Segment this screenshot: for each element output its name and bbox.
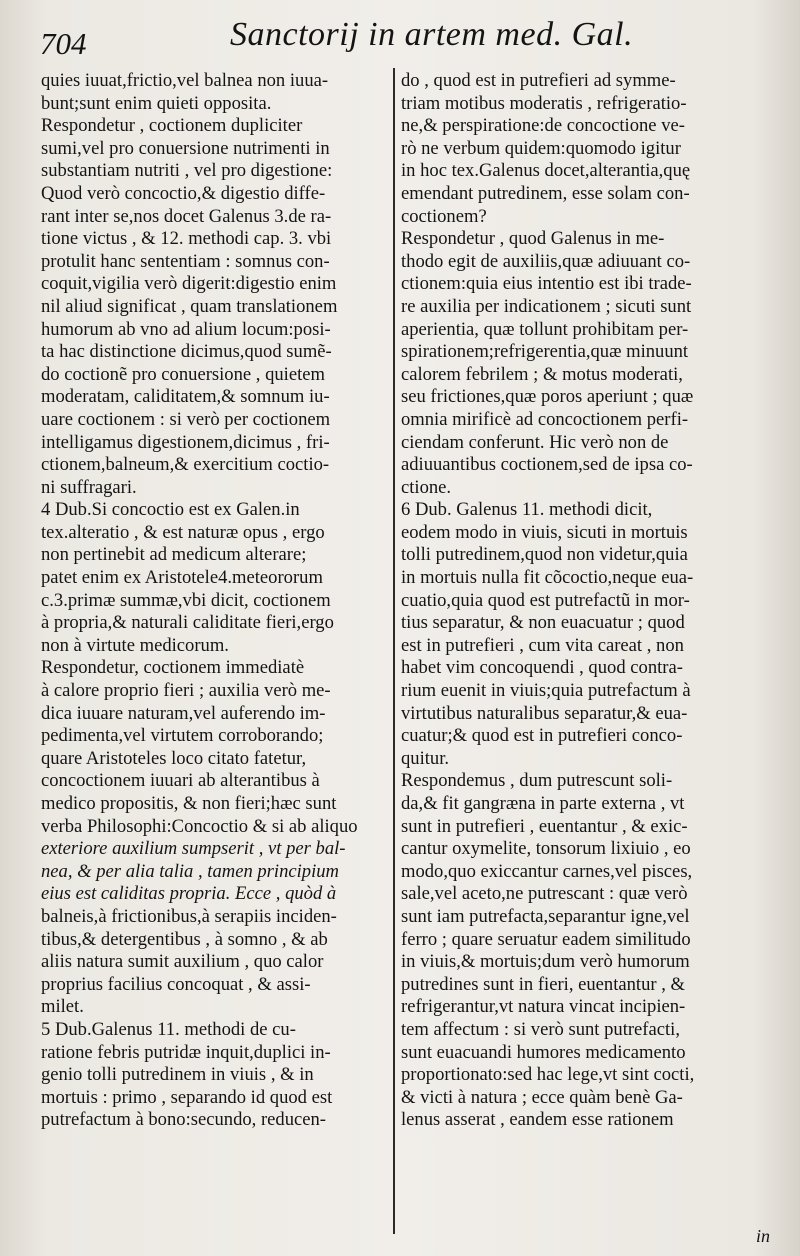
text-line: proprius facilius concoquat , & assi- [41, 973, 311, 995]
text-line: tibus,& detergentibus , à somno , & ab [41, 928, 328, 950]
text-line: humorum ab vno ad alium locum:posi- [41, 318, 331, 340]
text-line: tius separatur, & non euacuatur ; quod [401, 612, 685, 634]
text-line: eodem modo in viuis, sicuti in mortuis [401, 521, 688, 543]
text-line: tolli putredinem,quod non videtur,quia [401, 544, 688, 566]
text-line: pedimenta,vel virtutem corroborando; [41, 725, 324, 747]
text-line: spirationem;refrigerentia,quæ minuunt [401, 341, 689, 363]
text-line: putrefactum à bono:secundo, reducen- [41, 1109, 326, 1131]
text-line: milet. [41, 996, 84, 1018]
text-line: patet enim ex Aristotele4.meteororum [41, 567, 323, 589]
text-line: ctionem,balneum,& exercitium coctio- [41, 454, 330, 476]
text-line: Quod verò concoctio,& digestio diffe- [41, 182, 326, 204]
text-line: ratione febris putridæ inquit,duplici in- [41, 1041, 331, 1063]
text-line: ta hac distinctione dicimus,quod sumẽ- [41, 341, 332, 363]
left-column [41, 70, 379, 1132]
text-line: concoctionem iuuari ab alterantibus à [41, 770, 320, 792]
text-line: modo,quo exiccantur carnes,vel pisces, [401, 860, 693, 882]
text-line: sunt euacuandi humores medicamento [401, 1041, 686, 1063]
text-line: re auxilia per indicationem ; sicuti sunt [401, 295, 692, 317]
text-line: 4 Dub.Si concoctio est ex Galen.in [41, 499, 300, 521]
text-line: rò ne verbum quidem:quomodo igitur [401, 137, 681, 159]
text-line: tem affectum : si verò sunt putrefacti, [401, 1018, 680, 1040]
text-line: tex.alteratio , & est naturæ opus , ergo [41, 521, 325, 543]
text-line: ne,& perspiratione:de concoctione ve- [401, 115, 685, 137]
text-line: ctione. [401, 476, 452, 498]
text-line: adiuuantibus coctionem,sed de ipsa co- [401, 454, 693, 476]
text-line: à calore proprio fieri ; auxilia verò me- [41, 680, 331, 702]
text-line: sunt in putrefieri , euentantur , & exic- [401, 815, 688, 837]
text-line: genio tolli putredinem in viuis , & in [41, 1064, 314, 1086]
text-line: quies iuuat,frictio,vel balnea non iuua- [41, 70, 329, 91]
text-line: cuatur;& quod est in putrefieri conco- [401, 725, 683, 747]
text-line: aliis natura sumit auxilium , quo calor [41, 951, 324, 973]
text-line: dica iuuare naturam,vel auferendo im- [41, 702, 326, 724]
text-line: putredines sunt in fieri, euentantur , & [401, 973, 685, 995]
text-line: tione victus , & 12. methodi cap. 3. vbi [41, 228, 332, 250]
text-line: Respondetur , coctionem dupliciter [41, 115, 303, 137]
text-line: cantur oxymelite, tonsorum lixiuio , eo [401, 838, 691, 860]
text-line: cuatio,quia quod est putrefactũ in mor- [401, 589, 690, 611]
column-rule [393, 68, 395, 1234]
text-line: non pertinebit ad medicum alterare; [41, 544, 307, 566]
text-line: intelligamus digestionem,dicimus , fri- [41, 431, 330, 453]
text-line: coctionem? [401, 205, 487, 227]
text-line: Respondetur, coctionem immediatè [41, 657, 305, 679]
text-line: refrigerantur,vt natura vincat incipien- [401, 996, 686, 1018]
text-line: triam motibus moderatis , refrigeratio- [401, 92, 687, 114]
text-line: rium euenit in viuis;quia putrefactum à [401, 680, 691, 702]
text-line: sumi,vel pro conuersione nutrimenti in [41, 137, 330, 159]
text-line: nea, & per alia talia , tamen principium [41, 860, 339, 882]
text-line: est in putrefieri , cum vita careat , non [401, 634, 684, 656]
text-line: ctionem:quia eius intentio est ibi trade- [401, 273, 692, 295]
text-line: ferro ; quare seruatur eadem similitudo [401, 928, 691, 950]
text-line: sunt iam putrefacta,separantur igne,vel [401, 905, 690, 927]
text-line: do coctionẽ pro conuersione , quietem [41, 363, 325, 385]
text-line: do , quod est in putrefieri ad symme- [401, 70, 676, 91]
text-line: lenus asserat , eandem esse rationem [401, 1109, 674, 1131]
text-line: balneis,à frictionibus,à serapiis inciden- [41, 905, 337, 927]
running-title: Sanctorij in artem med. Gal. [230, 16, 634, 53]
text-line: seu frictiones,quæ poros aperiunt ; quæ [401, 386, 694, 408]
text-line: verba Philosophi:Concoctio & si ab aliquo [41, 815, 358, 837]
text-line: exteriore auxilium sumpserit , vt per bal- [41, 838, 346, 860]
text-line: coquit,vigilia verò digerit:digestio enim [41, 273, 337, 295]
text-line: aperientia, quæ tollunt prohibitam per- [401, 318, 689, 340]
text-line: omnia mirificè ad concoctionem perfi- [401, 408, 689, 430]
text-line: bunt;sunt enim quieti opposita. [41, 92, 272, 114]
text-line: protulit hanc sententiam : somnus con- [41, 250, 330, 272]
text-line: quare Aristoteles loco citato fatetur, [41, 747, 307, 769]
text-line: virtutibus naturalibus separatur,& eua- [401, 702, 688, 724]
right-column [401, 70, 763, 1132]
text-line: 6 Dub. Galenus 11. methodi dicit, [401, 499, 653, 521]
catchword: in [755, 1226, 770, 1246]
text-line: ciendam conferunt. Hic verò non de [401, 431, 669, 453]
text-line: c.3.primæ summæ,vbi dicit, coctionem [41, 589, 331, 611]
running-head [30, 8, 770, 62]
text-line: 5 Dub.Galenus 11. methodi de cu- [41, 1018, 296, 1040]
text-line: non à virtute medicorum. [41, 634, 229, 656]
text-line: & victi à natura ; ecce quàm benè Ga- [401, 1086, 683, 1108]
text-line: uare coctionem : si verò per coctionem [41, 408, 331, 430]
text-line: in hoc tex.Galenus docet,alterantia,quę [401, 160, 691, 182]
text-line: da,& fit gangræna in parte externa , vt [401, 793, 685, 814]
text-line: in viuis,& mortuis;dum verò humorum [401, 951, 690, 973]
page-number: 704 [40, 26, 87, 61]
text-line: ni suffragari. [41, 476, 137, 498]
text-line: in mortuis nulla fit cõcoctio,neque eua- [401, 567, 694, 589]
text-line: emendant putredinem, esse solam con- [401, 182, 690, 204]
text-line: medico propositis, & non fieri;hæc sunt [41, 793, 337, 814]
text-line: habet vim concoquendi , quod contra- [401, 657, 683, 679]
text-line: rant inter se,nos docet Galenus 3.de ra- [41, 205, 332, 227]
text-line: substantiam nutriti , vel pro digestione: [41, 160, 333, 182]
text-line: nil aliud significat , quam translationem [41, 295, 338, 317]
text-line: quitur. [401, 747, 450, 769]
text-line: eius est caliditas propria. Ecce , quòd à [41, 883, 337, 905]
text-line: Respondemus , dum putrescunt soli- [401, 770, 673, 792]
text-line: thodo egit de auxiliis,quæ adiuuant co- [401, 250, 691, 272]
text-line: Respondetur , quod Galenus in me- [401, 228, 665, 250]
text-line: calorem febrilem ; & motus moderati, [401, 363, 683, 385]
text-line: proportionato:sed hac lege,vt sint cocti, [401, 1064, 695, 1086]
text-line: moderatam, caliditatem,& somnum iu- [41, 386, 330, 408]
text-line: sale,vel aceto,ne putrescant : quæ verò [401, 883, 688, 905]
text-line: à propria,& naturali caliditate fieri,ergo [41, 612, 334, 634]
text-line: mortuis : primo , separando id quod est [41, 1086, 333, 1108]
